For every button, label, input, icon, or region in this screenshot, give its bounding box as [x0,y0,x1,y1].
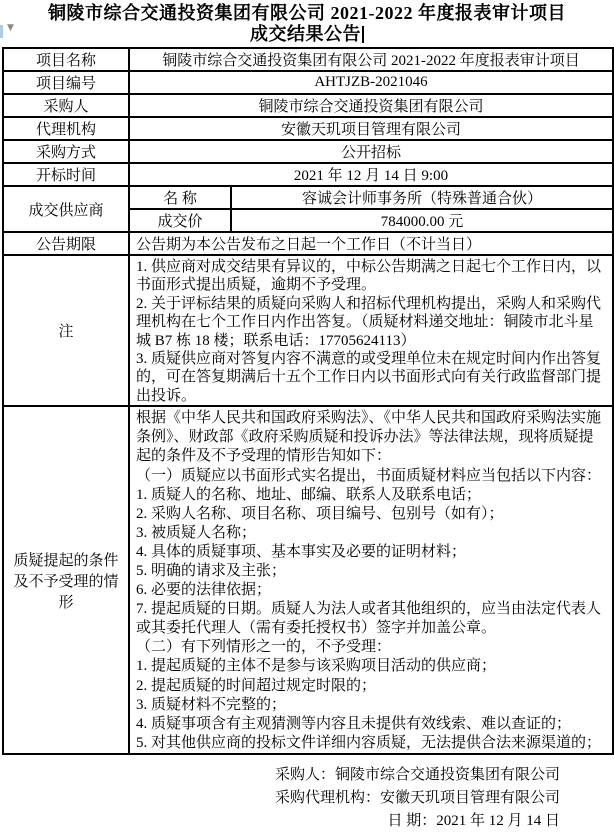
row-value-agency: 安徽天玑项目管理有限公司 [129,117,613,140]
winner-name-value: 容诚会计师事务所（特殊普通合伙） [231,186,613,209]
margin-marker-bar [0,25,3,38]
row-value-open-time: 2021 年 12 月 14 日 9:00 [129,163,613,186]
dispute-paragraph: 1. 质疑人的名称、地址、邮编、联系人及联系电话； [136,486,482,503]
document-title-line1: 铜陵市综合交通投资集团有限公司 2021-2022 年度报表审计项目 [48,3,566,23]
row-label-dispute: 质疑提起的条件及不予受理的情形 [3,406,129,754]
dispute-paragraph: 6. 必要的法律依据； [136,582,272,599]
row-value-notice-period: 公告期为本公告发布之日起一个工作日（不计当日） [129,232,613,255]
row-label-purchaser: 采购人 [3,94,129,117]
table-row-winner-name [3,186,613,209]
announcement-table [2,47,614,755]
row-label-project-no: 项目编号 [3,71,129,94]
row-label-project-name: 项目名称 [3,48,129,71]
note-paragraph: 2. 关于评标结果的质疑向采购人和招标代理机构提出，采购人和采购代理机构在七个工作日内作出答复。（质疑材料递交地址：铜陵市北斗星城 B7 栋 18 楼；联系电话：17705624113） [136,295,602,349]
table-row [3,94,613,117]
note-content [129,255,613,406]
dispute-paragraph: 3. 被质疑人名称； [136,524,257,541]
table-row [3,117,613,140]
document-title [0,0,614,45]
row-label-note: 注 [3,255,129,406]
row-label-agency: 代理机构 [3,117,129,140]
dispute-paragraph: （一）质疑应以书面形式实名提出，书面质疑材料应当包括以下内容： [136,467,602,484]
dispute-paragraph: 4. 质疑事项含有主观猜测等内容且未提供有效线索、难以查证的； [136,715,572,732]
dispute-paragraph: 2. 采购人名称、项目名称、项目编号、包别号（如有）； [136,505,504,522]
dispute-paragraph: 5. 对其他供应商的投标文件详细内容质疑，无法提供合法来源渠道的； [136,734,602,751]
note-paragraph: 1. 供应商对成交结果有异议的，中标公告期满之日起七个工作日内，以书面形式提出质疑，逾期不予受理。 [136,259,602,294]
winner-price-value: 784000.00 元 [231,209,613,232]
footer-date: 日 期：2021 年 12 月 14 日 [387,812,560,829]
dispute-paragraph: 5. 明确的请求及主张； [136,563,287,579]
row-value-project-name: 铜陵市综合交通投资集团有限公司 2021-2022 年度报表审计项目 [129,48,613,71]
dispute-paragraph: （二）有下列情形之一的，不予受理： [136,639,392,656]
row-label-winner: 成交供应商 [3,186,129,232]
document-title-line2: 成交结果公告 [0,24,614,45]
row-label-method: 采购方式 [3,140,129,163]
table-row [3,232,613,255]
row-value-purchaser: 铜陵市综合交通投资集团有限公司 [129,94,613,117]
dispute-paragraph: 7. 提起质疑的日期。质疑人为法人或者其他组织的，应当由法定代表人或其委托代理人（需有委托授权书）签字并加盖公章。 [136,601,602,637]
table-row [3,163,613,186]
table-row [3,140,613,163]
collapse-triangle-icon[interactable]: ▼ [7,23,14,33]
table-row-dispute [3,406,613,754]
dispute-paragraph: 4. 具体的质疑事项、基本事实及必要的证明材料； [136,543,467,560]
text-caret [362,26,364,43]
note-paragraph: 3. 质疑供应商对答复内容不满意的或受理单位未在规定时间内作出答复的，可在答复期满后十五个工作日内以书面形式向有关行政监督部门提出投诉。 [136,351,602,404]
footer-purchaser: 采购人：铜陵市综合交通投资集团有限公司 [274,766,560,783]
dispute-content [129,406,613,754]
footer-agency: 采购代理机构：安徽天玑项目管理有限公司 [274,789,560,806]
winner-name-label: 名 称 [129,186,231,209]
table-row-note [3,255,613,406]
dispute-paragraph: 2. 提起质疑的时间超过规定时限的； [136,677,377,694]
row-label-notice-period: 公告期限 [3,232,129,255]
row-value-project-no: AHTJZB-2021046 [129,71,613,94]
winner-price-label: 成交价 [129,209,231,232]
row-value-method: 公开招标 [129,140,613,163]
table-row [3,71,613,94]
row-label-open-time: 开标时间 [3,163,129,186]
dispute-paragraph: 3. 质疑材料不完整的； [136,696,287,713]
table-row [3,48,613,71]
dispute-paragraph: 根据《中华人民共和国政府采购法》、《中华人民共和国政府采购法实施条例》、财政部《政府采购质疑和投诉办法》等法律法规，现将质疑提起的条件及不予受理的情形告知如下： [136,410,602,465]
dispute-paragraph: 1. 提起质疑的主体不是参与该采购项目活动的供应商； [136,658,497,675]
